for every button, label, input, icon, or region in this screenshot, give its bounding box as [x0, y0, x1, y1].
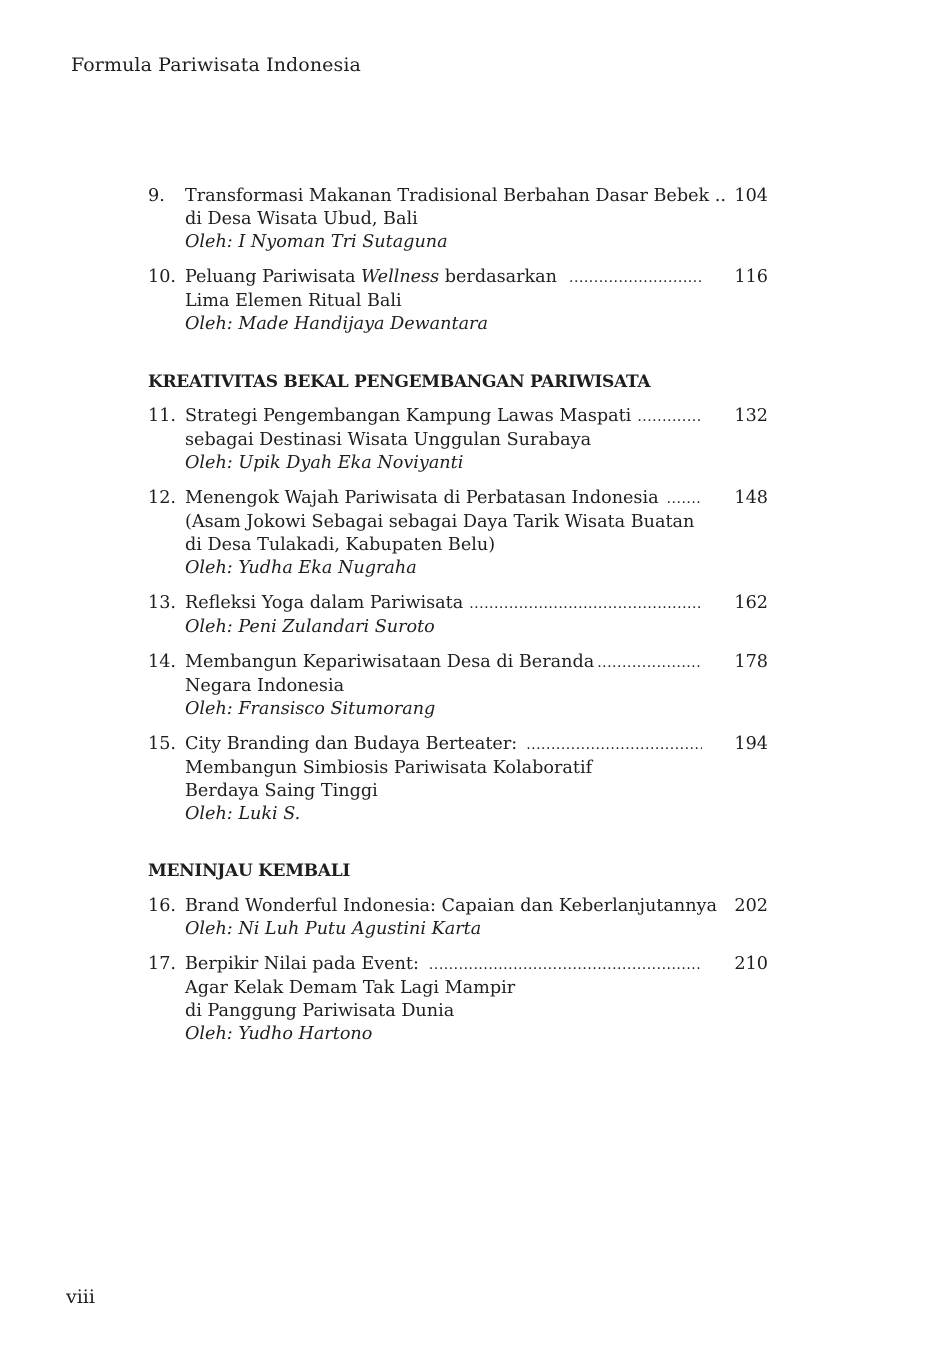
entry-author: Oleh: Luki S. — [185, 804, 301, 824]
entry-author: Oleh: Peni Zulandari Suroto — [185, 617, 435, 637]
dot-leader — [429, 954, 702, 977]
entry-title-cont: Agar Kelak Demam Tak Lagi Mampir — [185, 978, 516, 998]
entry-title-cont: Negara Indonesia — [185, 676, 345, 696]
entry-author: Oleh: Ni Luh Putu Agustini Karta — [185, 919, 482, 939]
entry-page: 132 — [734, 406, 768, 426]
entry-number: 9. — [148, 186, 165, 206]
toc-entry-17 — [148, 953, 768, 1046]
running-header: Formula Pariwisata Indonesia — [71, 54, 361, 76]
entry-title: Berpikir Nilai pada Event: — [185, 954, 419, 974]
entry-title: Brand Wonderful Indonesia: Capaian dan Keberlanjutannya — [185, 896, 717, 916]
entry-page: 178 — [734, 652, 768, 672]
dot-leader — [597, 652, 702, 675]
toc-entry-15 — [148, 733, 768, 826]
entry-number: 15. — [148, 734, 176, 754]
toc-entry-11 — [148, 405, 768, 475]
entry-author: Oleh: Upik Dyah Eka Noviyanti — [185, 453, 464, 473]
entry-page: 162 — [734, 593, 768, 613]
entry-title-cont: Berdaya Saing Tinggi — [185, 781, 378, 801]
entry-author: Oleh: Made Handijaya Dewantara — [185, 314, 488, 334]
toc-entry-16 — [148, 895, 768, 941]
entry-author: Oleh: Yudha Eka Nugraha — [185, 558, 417, 578]
entry-author: Oleh: Fransisco Situmorang — [185, 699, 436, 719]
toc-entry-9 — [148, 185, 768, 254]
entry-page: 148 — [734, 488, 768, 508]
entry-number: 11. — [148, 406, 176, 426]
entry-title-cont: sebagai Destinasi Wisata Unggulan Surabaya — [185, 430, 592, 450]
entry-page: 210 — [734, 954, 768, 974]
dot-leader — [569, 267, 702, 290]
dot-leader — [469, 593, 702, 616]
toc-entry-14 — [148, 651, 768, 721]
section-heading: KREATIVITAS BEKAL PENGEMBANGAN PARIWISATA — [148, 372, 651, 392]
entry-title: Membangun Kepariwisataan Desa di Beranda — [185, 652, 595, 672]
entry-title-cont: Membangun Simbiosis Pariwisata Kolaboratif — [185, 758, 593, 778]
toc-entry-12 — [148, 487, 768, 580]
entry-number: 12. — [148, 488, 176, 508]
dot-leader — [526, 734, 702, 757]
dot-leader — [667, 488, 702, 511]
entry-title: Transformasi Makanan Tradisional Berbahan Dasar Bebek .. — [185, 186, 726, 206]
entry-title: Peluang Pariwisata Wellness berdasarkan — [185, 267, 557, 287]
entry-page: 116 — [734, 267, 768, 287]
entry-title-cont: di Panggung Pariwisata Dunia — [185, 1001, 455, 1021]
entry-author: Oleh: I Nyoman Tri Sutaguna — [185, 232, 448, 252]
entry-title: City Branding dan Budaya Berteater: — [185, 734, 518, 754]
entry-title-cont: di Desa Tulakadi, Kabupaten Belu) — [185, 535, 496, 555]
entry-page: 194 — [734, 734, 768, 754]
entry-title-cont: di Desa Wisata Ubud, Bali — [185, 209, 418, 229]
entry-title: Strategi Pengembangan Kampung Lawas Maspati — [185, 406, 632, 426]
entry-title-cont: (Asam Jokowi Sebagai sebagai Daya Tarik Wisata Buatan — [185, 512, 695, 532]
entry-number: 17. — [148, 954, 176, 974]
table-of-contents — [148, 185, 768, 1046]
entry-number: 13. — [148, 593, 176, 613]
toc-entry-10 — [148, 266, 768, 336]
page-number: viii — [66, 1286, 95, 1308]
entry-number: 10. — [148, 267, 176, 287]
entry-title: Menengok Wajah Pariwisata di Perbatasan Indonesia — [185, 488, 659, 508]
entry-page: 202 — [734, 896, 768, 916]
entry-number: 16. — [148, 896, 176, 916]
dot-leader — [637, 406, 702, 429]
entry-author: Oleh: Yudho Hartono — [185, 1024, 373, 1044]
entry-title: Refleksi Yoga dalam Pariwisata — [185, 593, 464, 613]
entry-title-cont: Lima Elemen Ritual Bali — [185, 291, 402, 311]
section-heading: MENINJAU KEMBALI — [148, 861, 350, 881]
toc-entry-13 — [148, 592, 768, 639]
entry-page: 104 — [734, 186, 768, 206]
entry-number: 14. — [148, 652, 176, 672]
